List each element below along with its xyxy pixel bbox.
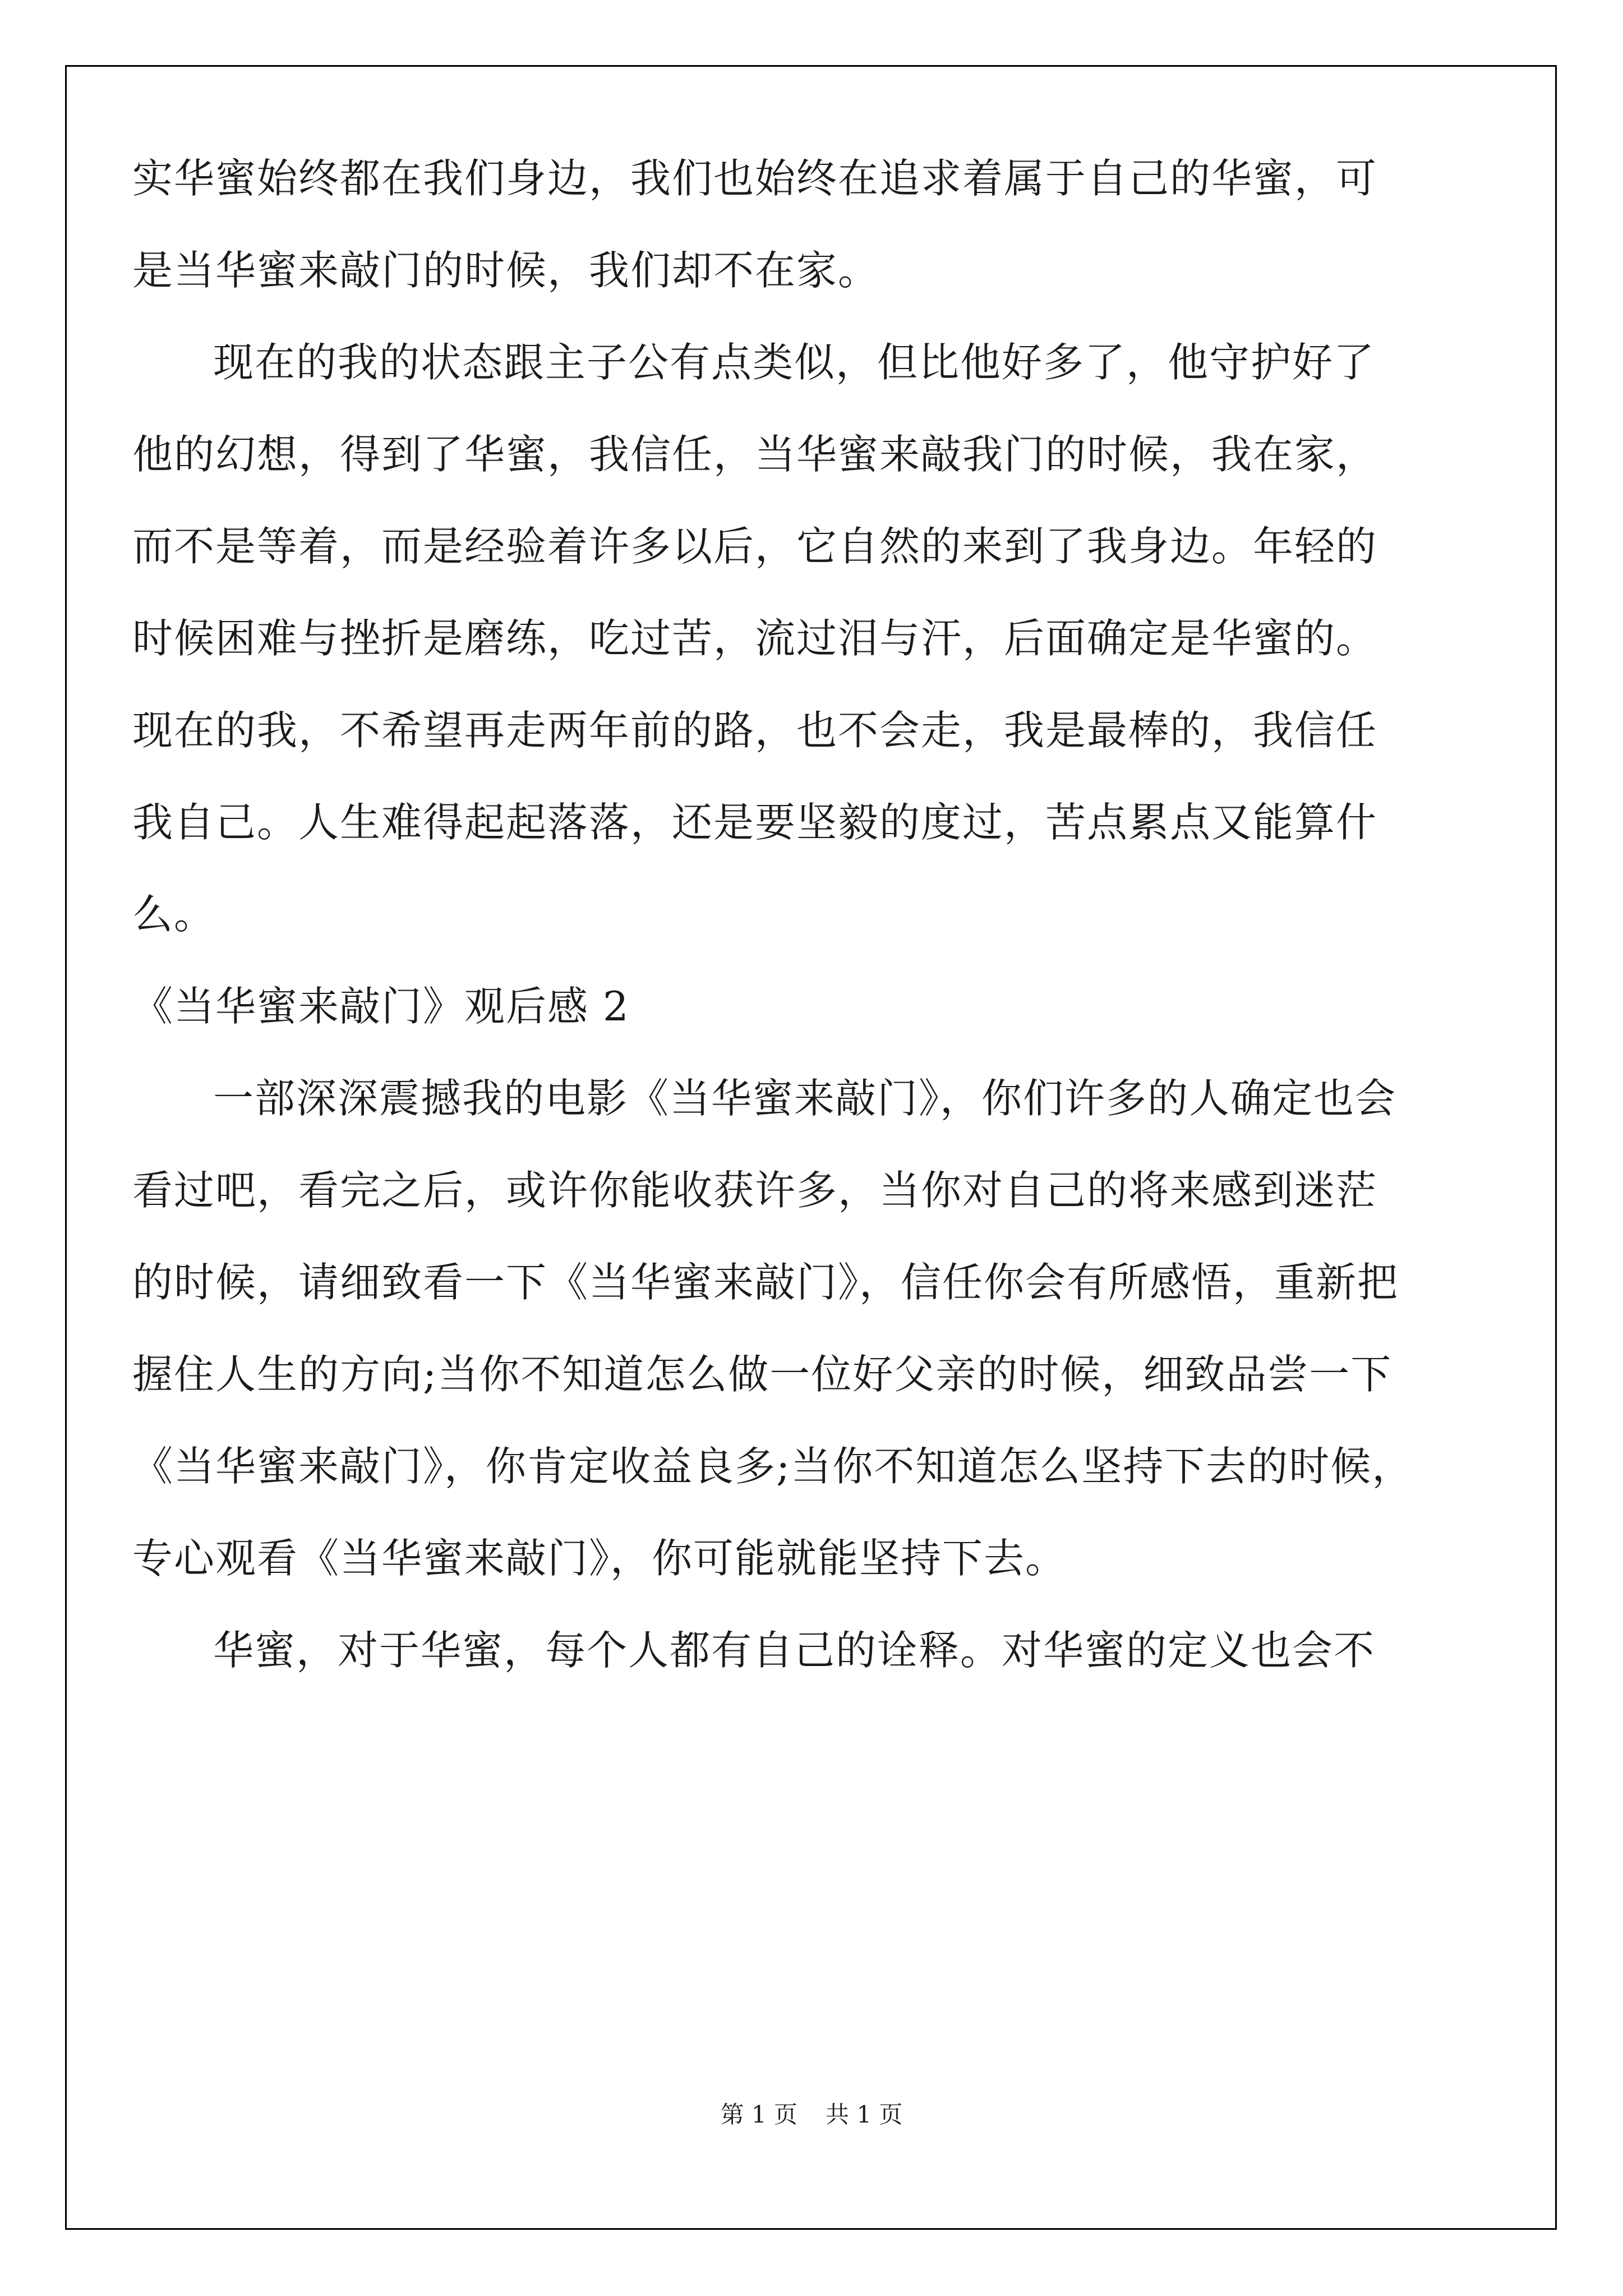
page-total: 共 1 页 bbox=[826, 2101, 903, 2128]
text-line: 的时候，请细致看一下《当华蜜来敲门》，信任你会有所感悟，重新把 bbox=[132, 1259, 1399, 1306]
document-body bbox=[132, 132, 1490, 1696]
text-line: 现在的我的状态跟主子公有点类似，但比他好多了，他守护好了 bbox=[213, 339, 1376, 386]
text-line: 么。 bbox=[132, 891, 216, 938]
page-number: 第 1 页 bbox=[720, 2101, 797, 2128]
text-line: 现在的我，不希望再走两年前的路，也不会走，我是最棒的，我信任 bbox=[132, 707, 1378, 754]
text-line: 是当华蜜来敲门的时候，我们却不在家。 bbox=[132, 247, 880, 294]
text-line: 握住人生的方向;当你不知道怎么做一位好父亲的时候，细致品尝一下 bbox=[132, 1351, 1393, 1398]
text-line: 我自己。人生难得起起落落，还是要坚毅的度过，苦点累点又能算什 bbox=[132, 799, 1378, 846]
text-line: 一部深深震撼我的电影《当华蜜来敲门》，你们许多的人确定也会 bbox=[213, 1075, 1397, 1122]
page-footer bbox=[0, 2098, 1623, 2132]
text-line: 专心观看《当华蜜来敲门》，你可能就能坚持下去。 bbox=[132, 1535, 1067, 1582]
text-line: 时候困难与挫折是磨练，吃过苦，流过泪与汗，后面确定是华蜜的。 bbox=[132, 615, 1378, 662]
text-line: 而不是等着，而是经验着许多以后，它自然的来到了我身边。年轻的 bbox=[132, 523, 1378, 570]
section-heading: 《当华蜜来敲门》观后感 2 bbox=[132, 983, 630, 1030]
text-line: 他的幻想，得到了华蜜，我信任，当华蜜来敲我门的时候，我在家， bbox=[132, 431, 1378, 478]
text-line: 实华蜜始终都在我们身边，我们也始终在追求着属于自己的华蜜，可 bbox=[132, 155, 1378, 202]
text-line: 华蜜，对于华蜜，每个人都有自己的诠释。对华蜜的定义也会不 bbox=[213, 1627, 1376, 1674]
text-line: 《当华蜜来敲门》，你肯定收益良多;当你不知道怎么坚持下去的时候， bbox=[132, 1443, 1414, 1490]
text-line: 看过吧，看完之后，或许你能收获许多，当你对自己的将来感到迷茫 bbox=[132, 1167, 1378, 1214]
